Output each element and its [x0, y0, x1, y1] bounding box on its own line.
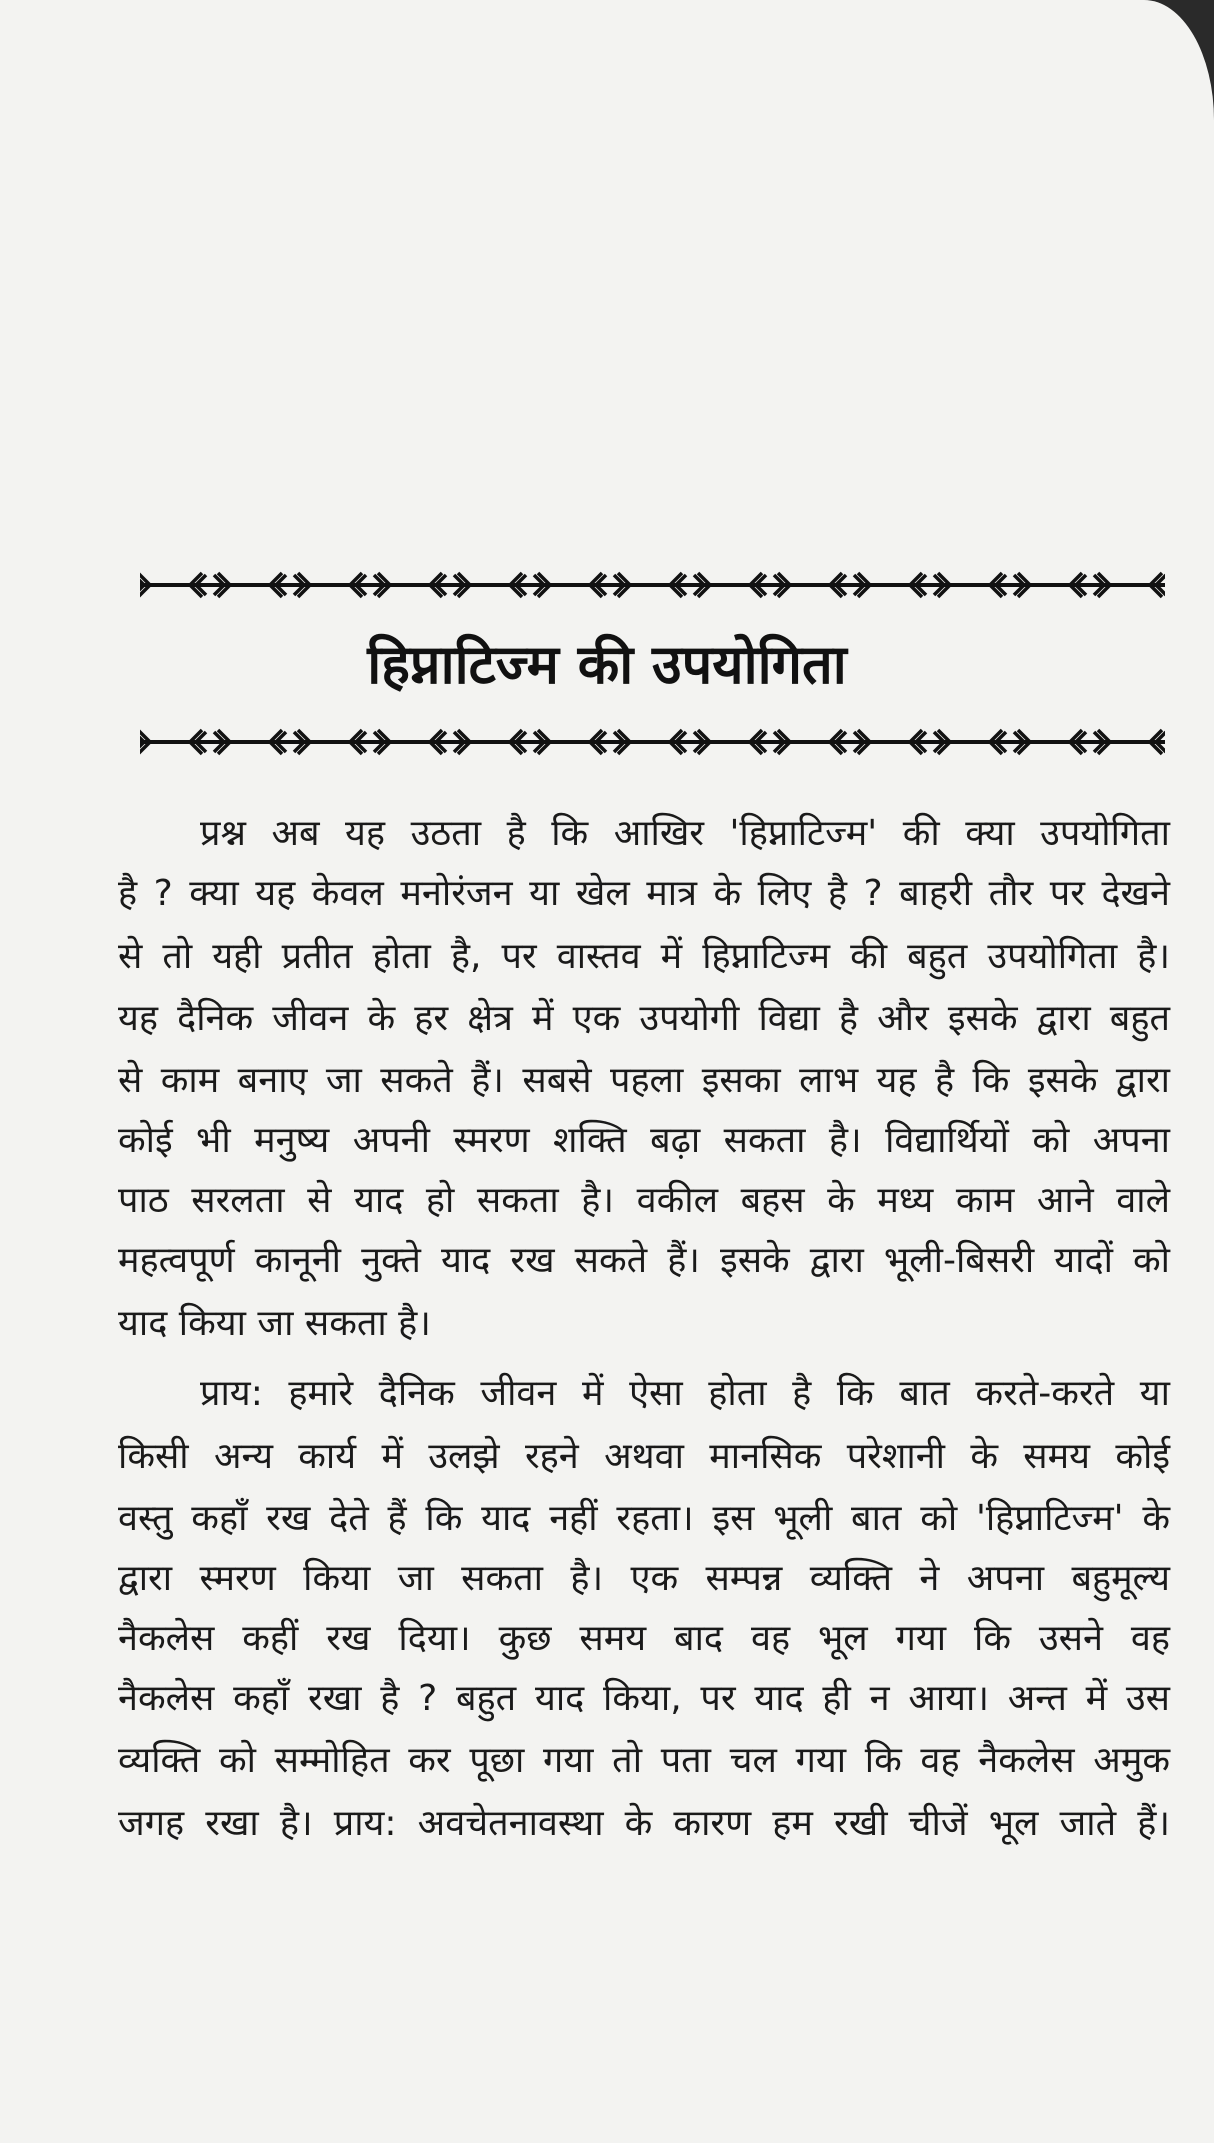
text-line: से तो यही प्रतीत होता है, पर वास्तव में हिप्नाटिज्म की बहुत उपयोगिता है।	[118, 936, 1170, 977]
chapter-title: हिप्नाटिज्म की उपयोगिता	[367, 633, 847, 696]
text-line: है ? क्या यह केवल मनोरंजन या खेल मात्र के लिए है ? बाहरी तौर पर देखने	[118, 873, 1170, 914]
text-line: व्यक्ति को सम्मोहित कर पूछा गया तो पता चल गया कि वह नैकलेस अमुक	[118, 1740, 1170, 1781]
text-line: यह दैनिक जीवन के हर क्षेत्र में एक उपयोगी विद्या है और इसके द्वारा बहुत	[118, 998, 1170, 1039]
text-line: वस्तु कहाँ रख देते हैं कि याद नहीं रहता। इस भूली बात को 'हिप्नाटिज्म' के	[118, 1498, 1170, 1539]
text-line: किसी अन्य कार्य में उलझे रहने अथवा मानसिक परेशानी के समय कोई	[118, 1436, 1170, 1477]
ornament-divider-top-icon	[140, 565, 1165, 605]
text-line: जगह रखा है। प्राय: अवचेतनावस्था के कारण हम रखी चीजें भूल जाते हैं।	[118, 1803, 1170, 1844]
text-line: कोई भी मनुष्य अपनी स्मरण शक्ति बढ़ा सकता है। विद्यार्थियों को अपना	[118, 1120, 1170, 1161]
text-line: पाठ सरलता से याद हो सकता है। वकील बहस के मध्य काम आने वाले	[118, 1180, 1170, 1221]
text-line: महत्वपूर्ण कानूनी नुक्ते याद रख सकते हैं। इसके द्वारा भूली-बिसरी यादों को	[118, 1240, 1170, 1281]
text-line: प्रश्न अब यह उठता है कि आखिर 'हिप्नाटिज्म' की क्या उपयोगिता	[200, 813, 1170, 854]
text-line: द्वारा स्मरण किया जा सकता है। एक सम्पन्न व्यक्ति ने अपना बहुमूल्य	[118, 1558, 1170, 1599]
text-line: प्राय: हमारे दैनिक जीवन में ऐसा होता है कि बात करते-करते या	[200, 1373, 1170, 1414]
text-line: से काम बनाए जा सकते हैं। सबसे पहला इसका लाभ यह है कि इसके द्वारा	[118, 1060, 1170, 1101]
text-line: याद किया जा सकता है।	[118, 1303, 431, 1344]
text-line: नैकलेस कहीं रख दिया। कुछ समय बाद वह भूल गया कि उसने वह	[118, 1618, 1170, 1659]
ornament-divider-bottom-icon	[140, 722, 1165, 762]
text-line: नैकलेस कहाँ रखा है ? बहुत याद किया, पर याद ही न आया। अन्त में उस	[118, 1678, 1170, 1719]
